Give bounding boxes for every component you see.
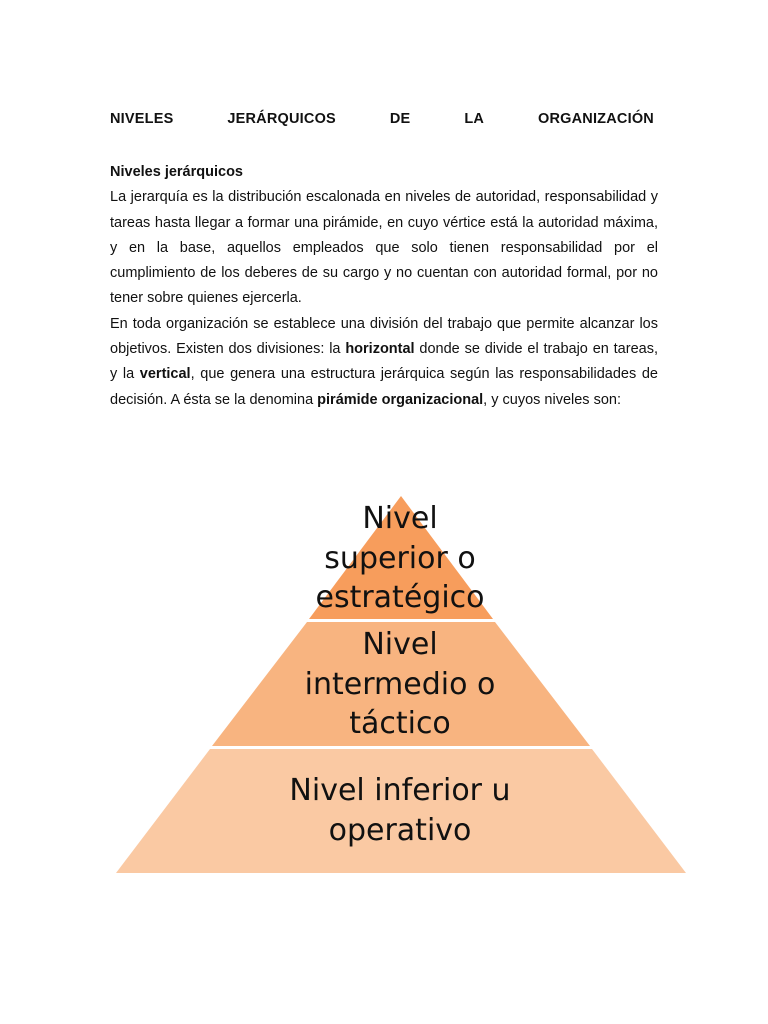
term-horizontal: horizontal xyxy=(345,341,415,358)
term-vertical: vertical xyxy=(139,366,191,383)
pyramid-level-label-line: Nivel inferior u xyxy=(289,773,511,808)
title-word: DE xyxy=(389,111,411,127)
pyramid-tier-bottom xyxy=(116,749,686,873)
paragraph-text: , y cuyos niveles son: xyxy=(483,391,621,408)
section-heading: Niveles jerárquicos xyxy=(110,164,243,180)
pyramid-level-label-line: operativo xyxy=(328,813,472,848)
paragraph-hierarchy-definition: La jerarquía es la distribución escalonada en niveles de autoridad, responsabilidad y tareas hasta llegar a formar una pirámide, en cuyo vértice está la autoridad máxima, y en la base, aquellos empleados que solo tienen responsabilidad por el cumplimiento de los deberes de su cargo y no cuentan con autoridad formal, por no tener sobre quienes ejercerla. xyxy=(110,189,658,307)
pyramid-level-label-line: Nivel xyxy=(362,501,438,536)
pyramid-level-label-line: Nivel xyxy=(362,627,438,662)
term-organizational-pyramid: pirámide organizacional xyxy=(317,391,484,408)
paragraph-text: , que genera una estructura jerárquica según las responsabilidades de decisión. A ésta se la denomina xyxy=(110,366,658,408)
pyramid-level-label-line: estratégico xyxy=(315,580,485,615)
pyramid-level-label-line: táctico xyxy=(349,706,451,741)
title-word: ORGANIZACIÓN xyxy=(537,111,654,127)
paragraph-text: donde se divide el trabajo en tareas, y la xyxy=(110,341,658,383)
title-word: JERÁRQUICOS xyxy=(227,111,336,127)
pyramid-level-label-line: intermedio o xyxy=(304,667,496,702)
title-word: NIVELES xyxy=(110,111,174,127)
pyramid-level-label-line: superior o xyxy=(324,541,476,576)
title-word: LA xyxy=(464,111,485,127)
paragraph-text: En toda organización se establece una división del trabajo que permite alcanzar los objetivos. Existen dos divisiones: la xyxy=(110,315,658,358)
